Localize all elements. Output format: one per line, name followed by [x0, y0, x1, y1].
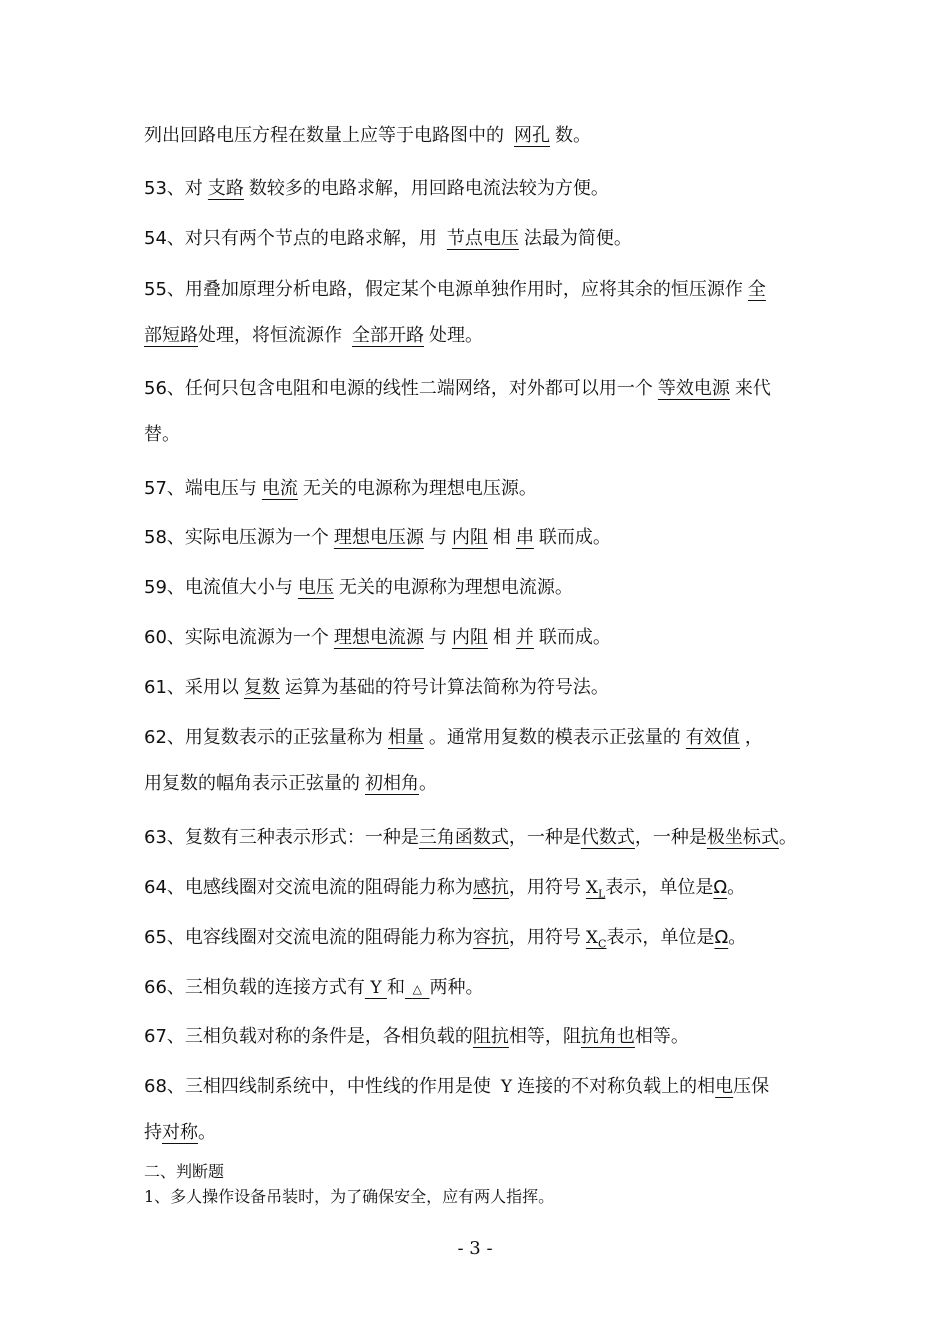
answer-blank: 三角函数式 — [418, 827, 509, 848]
question-58: 58、实际电压源为一个 理想电压源 与 内阻 相 串 联而成。 — [144, 527, 611, 548]
answer-blank: 内阻 — [451, 527, 488, 548]
symbol-xc: $X_C$ — [585, 928, 607, 951]
question-55-cont: 部短路处理，将恒流源作 全部开路 处理。 — [144, 325, 483, 346]
question-54: 54、对只有两个节点的电路求解，用 节点电压 法最为简便。 — [144, 228, 632, 249]
question-57: 57、端电压与 电流 无关的电源称为理想电压源。 — [144, 478, 537, 499]
symbol-xl: $X_L$ — [585, 878, 606, 901]
question-63: 63、复数有三种表示形式：一种是三角函数式，一种是代数式，一种是极坐标式。 — [144, 827, 797, 848]
answer-blank: 全部开路 — [352, 325, 424, 346]
answer-blank: 网孔 — [514, 125, 550, 146]
question-66: 66、三相负载的连接方式有 Y 和 △ 两种。 — [144, 977, 484, 998]
answer-blank: 理想电压源 — [333, 527, 424, 548]
answer-blank: 阻抗 — [472, 1026, 509, 1047]
page-number: - 3 - — [457, 1238, 493, 1259]
question-65: 65、电容线圈对交流电流的阻碍能力称为容抗，用符号 $X_C$表示，单位是Ω。 — [144, 927, 747, 951]
question-64: 64、电感线圈对交流电流的阻碍能力称为感抗，用符号 $X_L$表示，单位是Ω。 — [144, 877, 746, 901]
answer-blank: 有效值 — [685, 727, 740, 748]
question-53: 53、对 支路 数较多的电路求解，用回路电流法较为方便。 — [144, 178, 609, 199]
answer-blank: 支路 — [207, 178, 244, 199]
answer-blank: 并 — [515, 627, 534, 648]
question-59: 59、电流值大小与 电压 无关的电源称为理想电流源。 — [144, 577, 573, 598]
question-56-cont: 替。 — [144, 424, 180, 445]
question-60: 60、实际电流源为一个 理想电流源 与 内阻 相 并 联而成。 — [144, 627, 611, 648]
question-56: 56、任何只包含电阻和电源的线性二端网络，对外都可以用一个 等效电源 来代 — [144, 378, 771, 399]
judgment-question-1: 1、多人操作设备吊装时，为了确保安全，应有两人指挥。 — [144, 1187, 555, 1206]
question-61: 61、采用以 复数 运算为基础的符号计算法简称为符号法。 — [144, 677, 609, 698]
question-62-cont: 用复数的幅角表示正弦量的 初相角。 — [144, 773, 437, 794]
question-68-cont: 持对称。 — [144, 1122, 216, 1143]
question-55: 55、用叠加原理分析电路，假定某个电源单独作用时，应将其余的恒压源作 全 — [144, 279, 766, 300]
answer-blank: 初相角 — [365, 773, 419, 794]
answer-blank: 部短路 — [144, 325, 198, 346]
answer-blank: 等效电源 — [657, 378, 730, 399]
answer-blank: Y — [370, 978, 382, 998]
answer-blank: 代数式 — [580, 827, 635, 848]
answer-blank: 节点电压 — [446, 228, 519, 249]
answer-blank: 理想电流源 — [333, 627, 424, 648]
answer-blank: 容抗 — [472, 927, 509, 948]
question-67: 67、三相负载对称的条件是，各相负载的阻抗相等，阻抗角也相等。 — [144, 1026, 689, 1047]
answer-blank: 复数 — [243, 677, 280, 698]
answer-blank: 串 — [515, 527, 534, 548]
answer-blank: 抗角 — [580, 1026, 617, 1047]
answer-blank: 相量 — [387, 727, 424, 748]
answer-blank: 也 — [616, 1026, 635, 1047]
answer-blank: △ — [412, 982, 422, 996]
answer-blank: 电流 — [261, 478, 298, 499]
answer-blank: 感抗 — [472, 877, 509, 898]
answer-blank: 电 — [715, 1076, 734, 1097]
question-68: 68、三相四线制系统中，中性线的作用是使 Y 连接的不对称负载上的相电压保 — [144, 1076, 770, 1097]
question-62: 62、用复数表示的正弦量称为 相量 。通常用复数的模表示正弦量的 有效值 ， — [144, 727, 763, 748]
answer-blank: 电压 — [297, 577, 334, 598]
answer-blank: Ω — [713, 877, 728, 898]
answer-blank: Ω — [714, 927, 729, 948]
answer-blank: 极坐标式 — [706, 827, 779, 848]
answer-blank: 内阻 — [451, 627, 488, 648]
answer-blank: 对称 — [162, 1122, 198, 1143]
section-heading: 二、判断题 — [144, 1162, 225, 1181]
text-line-intro: 列出回路电压方程在数量上应等于电路图中的 网孔 数。 — [144, 125, 591, 146]
answer-blank: 全 — [747, 279, 766, 300]
